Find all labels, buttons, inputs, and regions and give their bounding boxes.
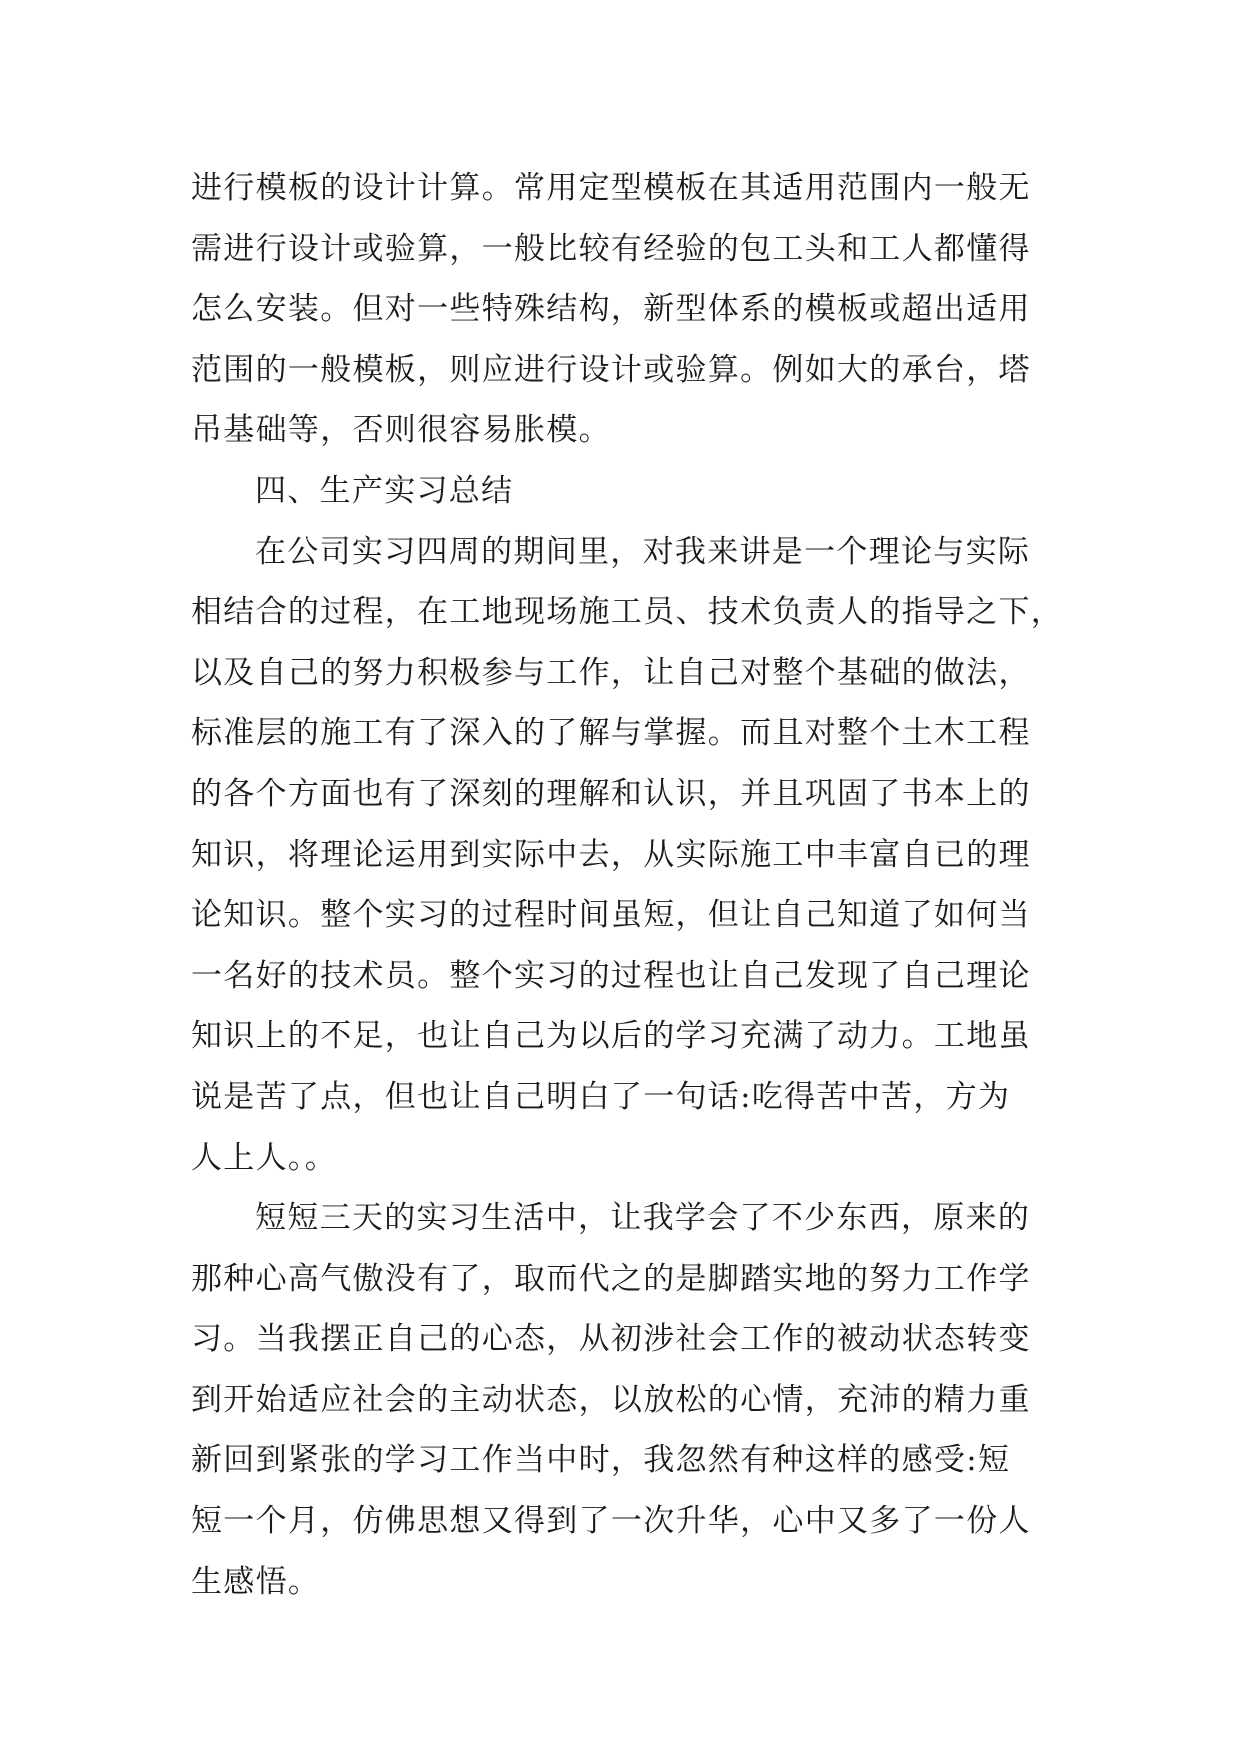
text-line: 说是苦了点，但也让自己明白了一句话:吃得苦中苦，方为: [191, 1078, 1011, 1115]
text-line: 人上人。。: [191, 1139, 337, 1176]
text-line: 到开始适应社会的主动状态，以放松的心情，充沛的精力重: [191, 1381, 1031, 1418]
text-line: 相结合的过程，在工地现场施工员、技术负责人的指导之下，: [191, 594, 1064, 631]
text-line: 进行模板的设计计算。常用定型模板在其适用范围内一般无: [191, 170, 1031, 206]
text-line: 标准层的施工有了深入的了解与掌握。而且对整个土木工程: [191, 715, 1031, 752]
text-line: 在公司实习四周的期间里，对我来讲是一个理论与实际: [255, 533, 1031, 570]
text-line: 需进行设计或验算，一般比较有经验的包工头和工人都懂得: [191, 230, 1031, 267]
text-line: 吊基础等，否则很容易胀模。: [191, 412, 611, 449]
paragraph-formwork: [191, 158, 1051, 461]
text-line: 生感悟。: [191, 1563, 321, 1600]
paragraph-reflection: [191, 1188, 1051, 1612]
section-heading: [191, 461, 1051, 522]
text-line: 一名好的技术员。整个实习的过程也让自己发现了自己理论: [191, 957, 1031, 994]
text-line: 论知识。整个实习的过程时间虽短，但让自己知道了如何当: [191, 897, 1031, 934]
text-line: 怎么安装。但对一些特殊结构，新型体系的模板或超出适用: [191, 291, 1031, 328]
document-body: [191, 158, 1064, 1612]
paragraph-internship-summary: [191, 522, 1064, 1189]
text-line: 范围的一般模板，则应进行设计或验算。例如大的承台，塔: [191, 351, 1031, 388]
text-line: 知识上的不足，也让自己为以后的学习充满了动力。工地虽: [191, 1018, 1031, 1055]
text-line: 新回到紧张的学习工作当中时，我忽然有种这样的感受:短: [191, 1442, 1011, 1479]
text-line: 知识，将理论运用到实际中去，从实际施工中丰富自已的理: [191, 836, 1031, 873]
text-line: 的各个方面也有了深刻的理解和认识，并且巩固了书本上的: [191, 775, 1031, 812]
text-line: 短短三天的实习生活中，让我学会了不少东西，原来的: [255, 1200, 1031, 1237]
heading-text: 四、生产实习总结: [255, 472, 514, 509]
text-line: 那种心高气傲没有了，取而代之的是脚踏实地的努力工作学: [191, 1260, 1031, 1297]
text-line: 短一个月，仿佛思想又得到了一次升华，心中又多了一份人: [191, 1503, 1031, 1540]
text-line: 以及自己的努力积极参与工作，让自己对整个基础的做法，: [191, 654, 1031, 691]
text-line: 习。当我摆正自己的心态，从初涉社会工作的被动状态转变: [191, 1321, 1031, 1358]
